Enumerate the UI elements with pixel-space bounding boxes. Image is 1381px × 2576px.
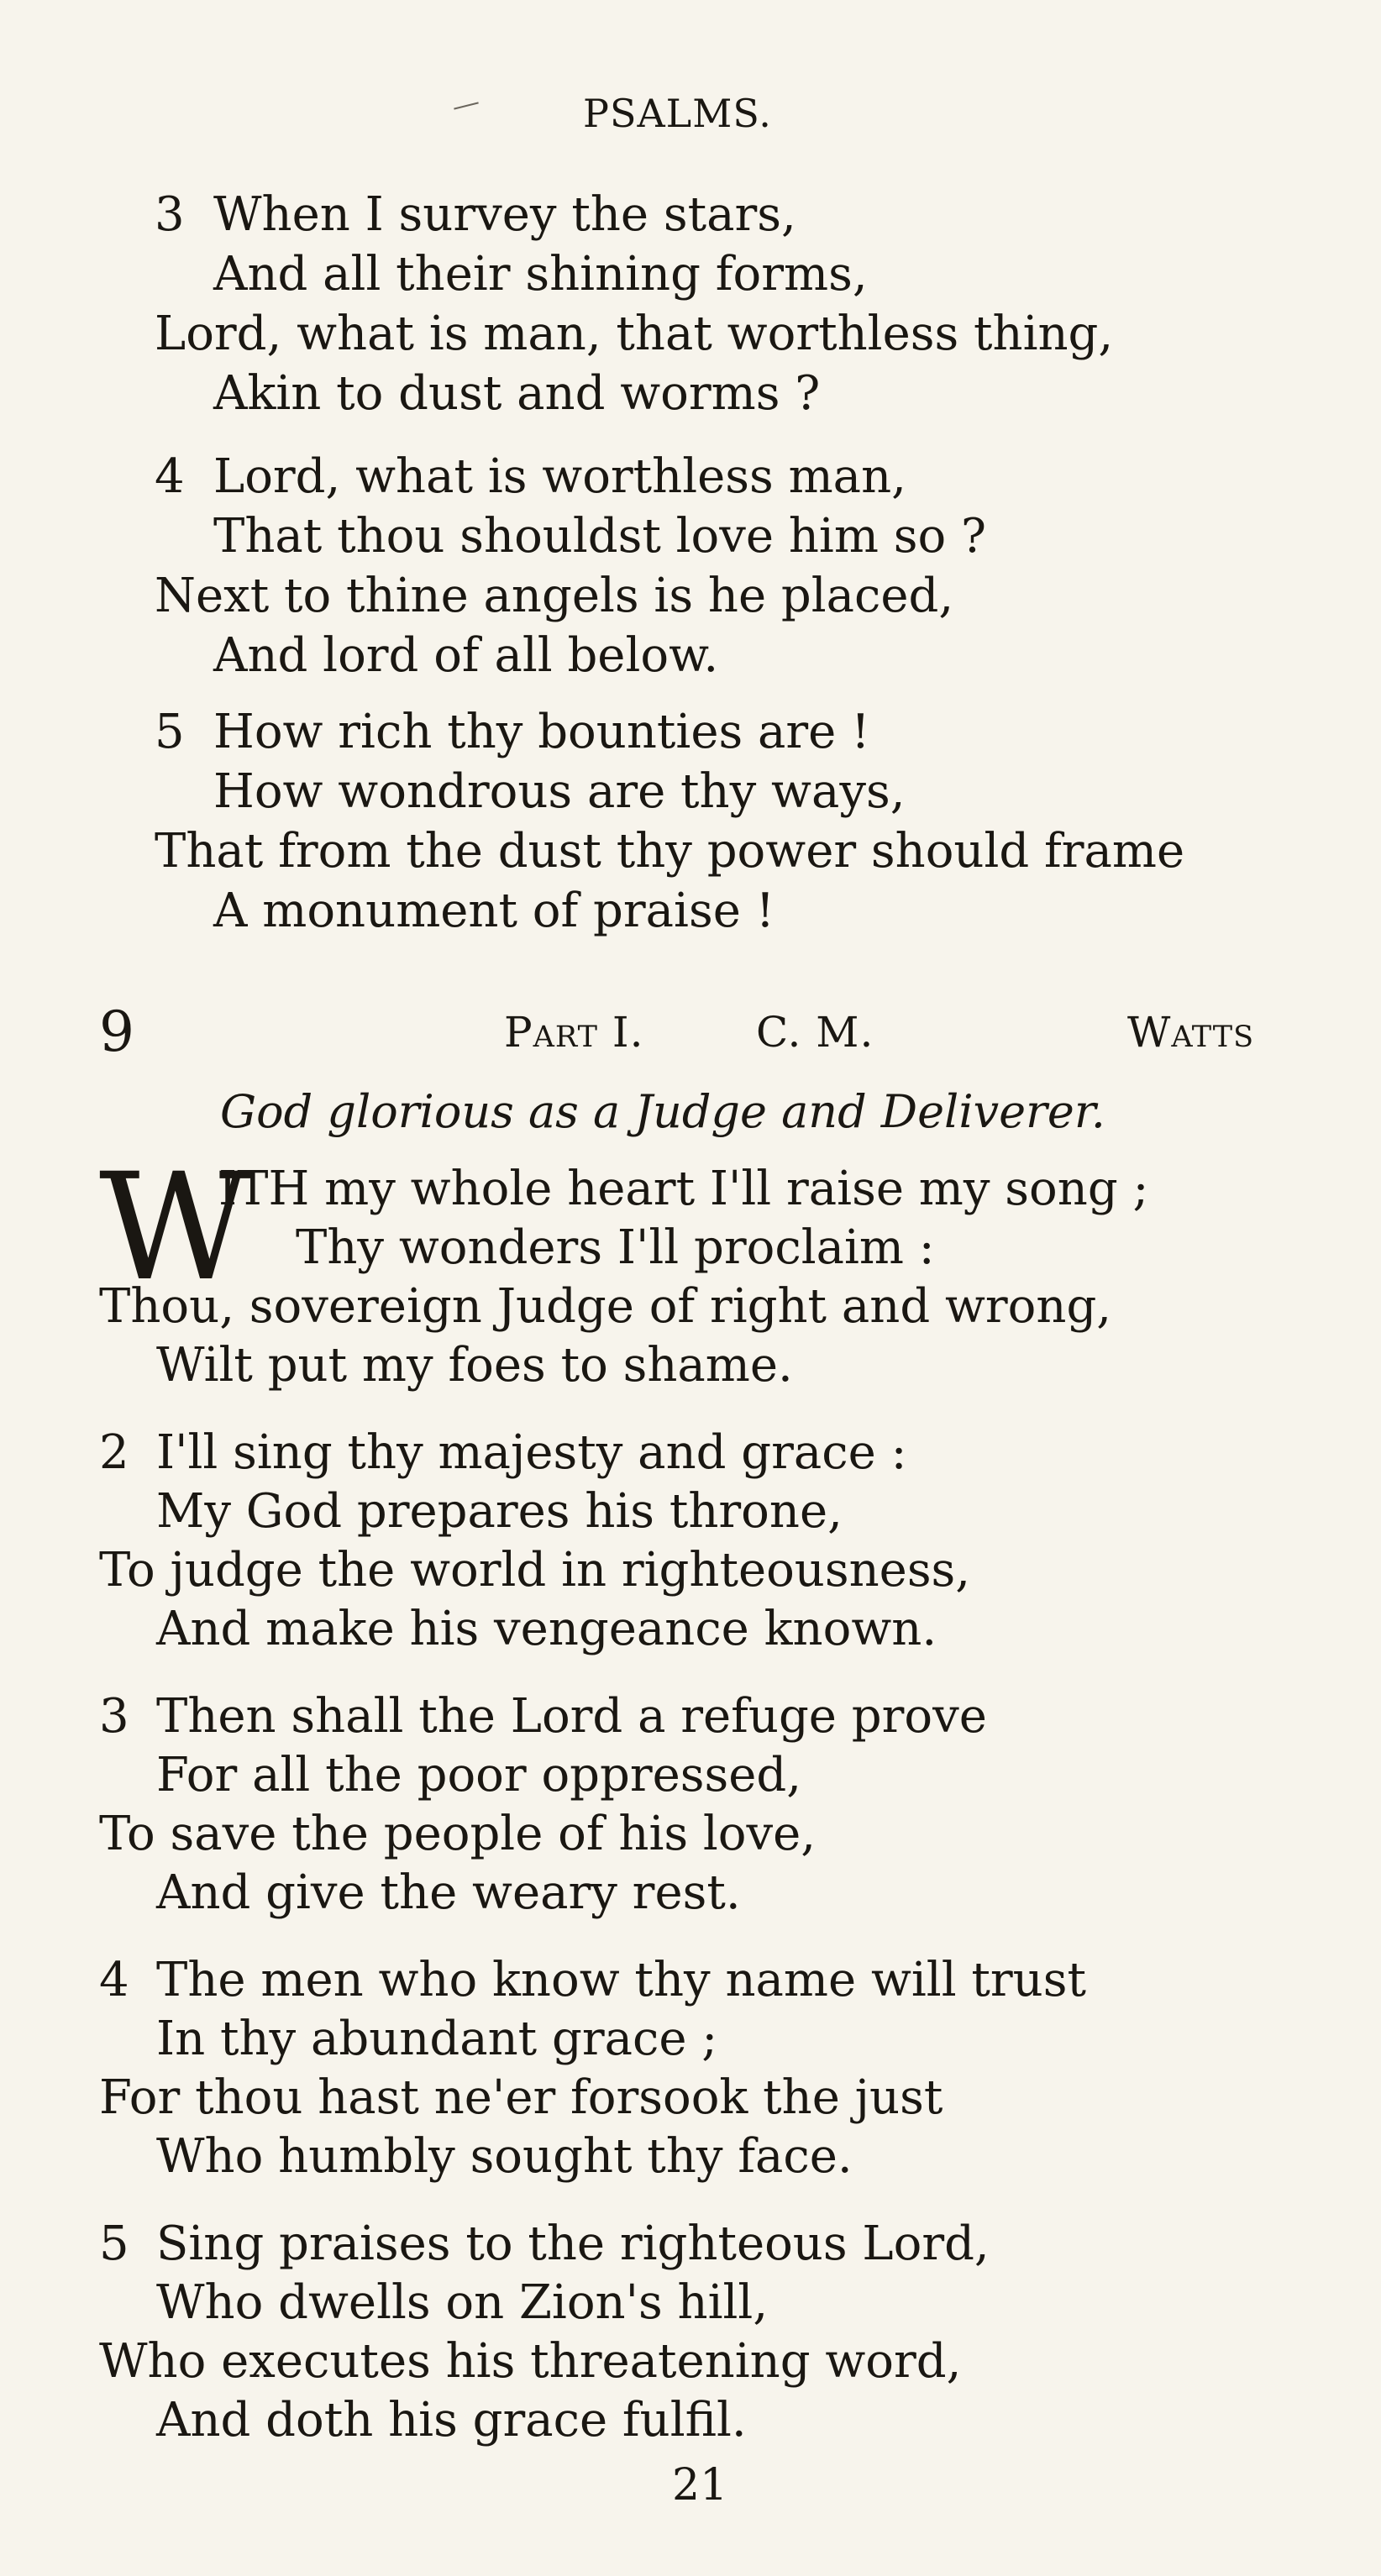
drop-cap: W <box>99 1141 251 1314</box>
verse-line: In thy abundant grace ; <box>156 2012 718 2066</box>
verse-line: When I survey the stars, <box>213 187 796 242</box>
verse-line: Lord, what is man, that worthless thing, <box>155 307 1114 361</box>
verse-line: For all the poor oppressed, <box>156 1748 802 1802</box>
stanza-number: 3 <box>155 187 185 242</box>
hymn-part: Part I. <box>504 1008 644 1057</box>
hymn-number: 9 <box>99 999 134 1064</box>
verse-line: I'll sing thy majesty and grace : <box>156 1425 907 1480</box>
verse-line: Who executes his threatening word, <box>99 2334 962 2389</box>
stanza-number: 2 <box>99 1425 129 1480</box>
stanza-number: 5 <box>99 2217 129 2271</box>
stanza-number: 5 <box>155 705 185 759</box>
verse-line: My God prepares his throne, <box>156 1484 843 1539</box>
verse-line: How wondrous are thy ways, <box>213 764 906 819</box>
verse-line: For thou hast ne'er forsook the just <box>99 2070 943 2125</box>
stanza-number: 4 <box>99 1953 129 2007</box>
verse-line: Sing praises to the righteous Lord, <box>156 2217 990 2271</box>
verse-line: That from the dust thy power should frame <box>155 824 1185 879</box>
verse-line: Wilt put my foes to shame. <box>156 1338 793 1393</box>
hymn-meter: C. M. <box>756 1008 874 1057</box>
verse-line: Thou, sovereign Judge of right and wrong, <box>99 1279 1112 1334</box>
verse-line: Lord, what is worthless man, <box>213 449 906 504</box>
hymn-subtitle: God glorious as a Judge and Deliverer. <box>220 1085 1105 1138</box>
verse-line: Who dwells on Zion's hill, <box>156 2275 769 2330</box>
verse-line: Who humbly sought thy face. <box>156 2129 853 2184</box>
verse-line: And doth his grace fulfil. <box>156 2393 747 2447</box>
stanza-number: 3 <box>99 1689 129 1744</box>
verse-line: And give the weary rest. <box>156 1865 741 1920</box>
running-title: PSALMS. <box>583 91 772 136</box>
verse-line: Akin to dust and worms ? <box>213 366 821 421</box>
verse-line: To judge the world in righteousness, <box>99 1543 971 1598</box>
verse-line: The men who know thy name will trust <box>156 1953 1086 2007</box>
verse-line: To save the people of his love, <box>99 1807 817 1861</box>
verse-line: Then shall the Lord a refuge prove <box>156 1689 987 1744</box>
verse-line: And make his vengeance known. <box>156 1602 937 1656</box>
verse-line: And lord of all below. <box>213 628 719 683</box>
printer-mark <box>454 102 479 109</box>
verse-line: And all their shining forms, <box>213 247 868 302</box>
verse-line: A monument of praise ! <box>213 884 775 938</box>
stanza-number: 4 <box>155 449 185 504</box>
verse-line: Next to thine angels is he placed, <box>155 569 954 623</box>
verse-line: ITH my whole heart I'll raise my song ; <box>218 1162 1149 1216</box>
page-number: 21 <box>672 2460 728 2510</box>
verse-line: Thy wonders I'll proclaim : <box>296 1220 935 1275</box>
hymn-author: Watts <box>1127 1008 1255 1057</box>
verse-line: How rich thy bounties are ! <box>213 705 870 759</box>
verse-line: That thou shouldst love him so ? <box>213 509 987 564</box>
